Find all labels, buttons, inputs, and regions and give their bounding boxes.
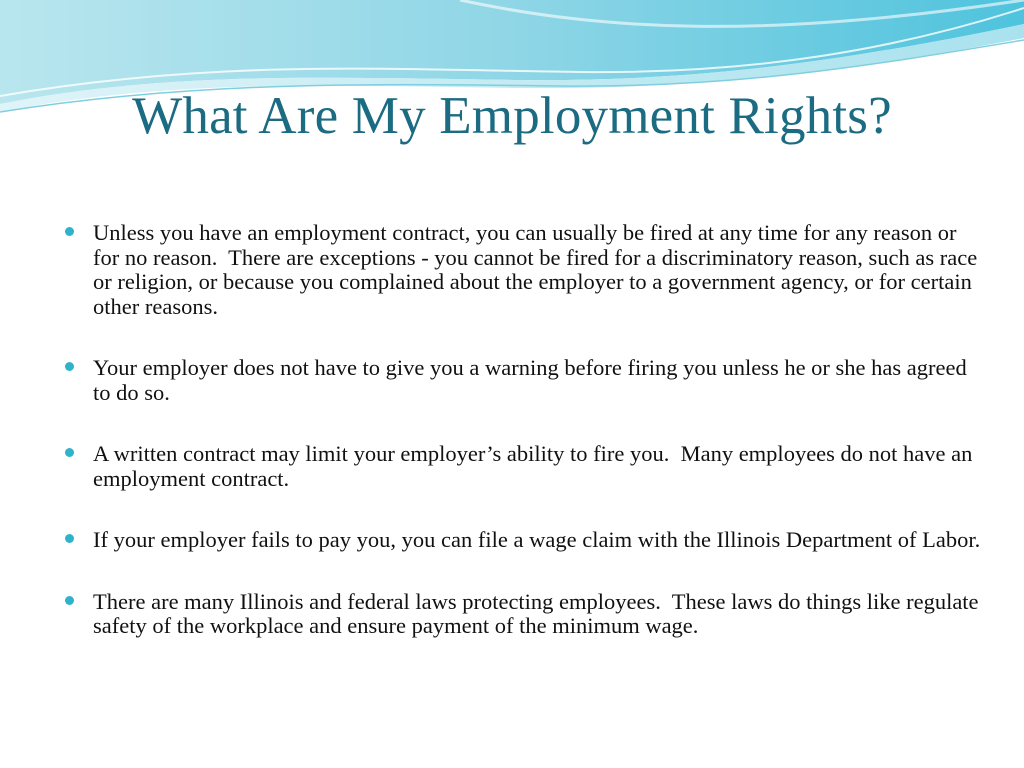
bullet-text: There are many Illinois and federal laws protecting employees. These laws do things like regulate safety of the workplace and ensure payment of the minimum wage.	[93, 588, 985, 638]
bullet-text: Unless you have an employment contract, you can usually be fired at any time for any reason or for no reason. There are exceptions - you cannot be fired for a discriminatory reason, such as race or religion, or because you complained about the employer to a government agency, or for certain other reasons.	[93, 220, 983, 319]
bullet-text: Your employer does not have to give you a warning before firing you unless he or she has agreed to do so.	[93, 355, 973, 405]
slide-title: What Are My Employment Rights?	[132, 87, 892, 145]
bullet-item-5	[62, 588, 985, 639]
bullet-item-1	[62, 221, 982, 319]
bullet-text: A written contract may limit your employer’s ability to fire you. Many employees do not have an employment contract.	[93, 441, 979, 491]
bullet-dot-icon	[65, 362, 74, 371]
bullet-dot-icon	[65, 448, 74, 457]
bullet-text: If your employer fails to pay you, you can file a wage claim with the Illinois Department of Labor.	[93, 527, 981, 552]
bullet-dot-icon	[65, 534, 74, 543]
bullet-dot-icon	[65, 596, 74, 605]
bullet-dot-icon	[65, 227, 74, 236]
bullet-list	[62, 220, 985, 639]
bullet-item-4	[62, 528, 982, 553]
bullet-item-2	[62, 356, 982, 405]
bullet-item-3	[62, 442, 982, 491]
